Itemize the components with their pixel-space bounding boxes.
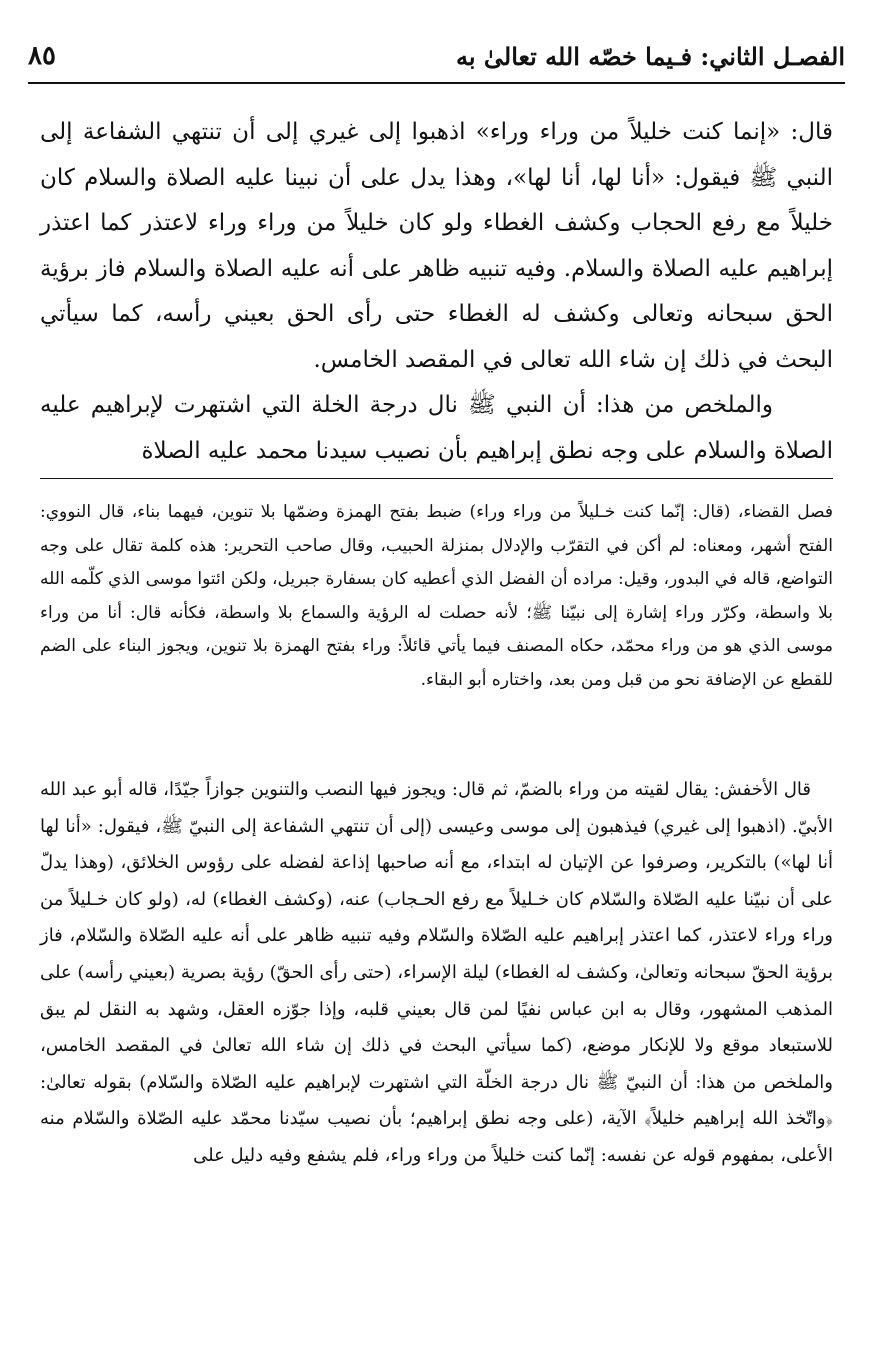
page-header: [28, 36, 845, 76]
main-paragraph-2: والملخص من هذا: أن النبي ﷺ نال درجة الخلة التي اشتهرت لإبراهيم عليه الصلاة والسلام على وجه نطق إبراهيم بأن نصيب سيدنا محمد عليه الصلاة: [40, 392, 833, 464]
main-text: [40, 110, 833, 474]
commentary-paragraph-1: فصل القضاء، (قال: إنّما كنت خـليلاً من وراء وراء) ضبط بفتح الهمزة وضمّها بلا تنوين، فيهما بناء، قال النووي: الفتح أشهر، ومعناه: لم أكن في التقرّب والإدلال بمنزلة الحبيب، وقال صاحب التحرير: هذه كلمة تقال على وجه التواضع، قاله في البدور، وقيل: مراده أن الفضل الذي أعطيه كان بسفارة جبريل، ولكن ائتوا موسى الذي كلّمه الله بلا واسطة، وكرّر وراء إشارة إلى نبيّنا ﷺ؛ لأنه حصلت له الرؤية والسماع بلا واسطة، فكأنه قال: أنا من وراء موسى الذي هو من وراء محمّد، حكاه المصنف فيما يأتي قائلاً: وراء بفتح الهمزة بلا تنوين، ويجوز البناء على الضم للقطع عن الإضافة نحو من قبل ومن بعد، واختاره أبو البقاء.: [39, 502, 833, 690]
main-paragraph-1: قال: «إنما كنت خليلاً من وراء وراء» اذهبوا إلى غيري إلى أن تنتهي الشفاعة إلى النبي ﷺ فيقول: «أنا لها، أنا لها»، وهذا يدل على أن نبينا عليه الصلاة والسلام كان خليلاً مع رفع الحجاب وكشف الغطاء ولو كان خليلاً من وراء وراء لاعتذر كما اعتذر إبراهيم عليه الصلاة والسلام. وفيه تنبيه ظاهر على أنه عليه الصلاة والسلام فاز برؤية الحق سبحانه وتعالى وكشف له الغطاء حتى رأى الحق بعيني رأسه، كما سيأتي البحث في ذلك إن شاء الله تعالى في المقصد الخامس.: [40, 119, 833, 373]
running-title: الفصـل الثاني: فـيما خصّه الله تعالىٰ به: [455, 41, 845, 71]
header-rule: [28, 82, 845, 84]
commentary-block-2: [40, 772, 833, 1175]
commentary-paragraph-2: قال الأخفش: يقال لقيته من وراء بالضمّ، ثم قال: ويجوز فيها النصب والتنوين جوازاً جيّدًا، قاله أبو عبد الله الأبيّ. (اذهبوا إلى غيري) فيذهبون إلى موسى وعيسى (إلى أن تنتهي الشفاعة إلى النبيّ ﷺ، فيقول: «أنا لها أنا لها») بالتكرير، وصرفوا عن الإتيان له ابتداء، مع أنه صاحبها إذاعة لفضله على رؤوس الخلائق، (وهذا يدلّ على أن نبيّنا عليه الصّلاة والسّلام كان خـليلاً مع رفع الحـجاب) عنه، (وكشف الغطاء) له، (ولو كان خـليلاً من وراء وراء لاعتذر، كما اعتذر إبراهيم عليه الصّلاة والسّلام وفيه تنبيه ظاهر على أنه عليه الصّلاة والسّلام، فاز برؤية الحقّ سبحانه وتعالىٰ، وكشف له الغطاء) ليلة الإسراء، (حتى رأى الحقّ) رؤية بصرية (بعيني رأسه) على المذهب المشهور، وقال به ابن عباس نفيًا لمن قال بعيني قلبه، وإذا جوّزه العقل، وشهد به النقل لم يبق للاستبعاد موقع ولا للإنكار موضع، (كما سيأتي البحث في ذلك إن شاء الله تعالىٰ في المقصد الخامس، والملخص من هذا: أن النبيّ ﷺ نال درجة الخلّة التي اشتهرت لإبراهيم عليه الصّلاة والسّلام) بقوله تعالىٰ: ﴿واتّخذ الله إبراهيم خليلاً﴾ الآية، (على وجه نطق إبراهيم؛ بأن نصيب سيّدنا محمّد عليه الصّلاة والسّلام منه الأعلى، بمفهوم قوله عن نفسه: إنّما كنت خليلاً من وراء وراء، فلم يشفع وفيه دليل على: [40, 779, 833, 1166]
page-number: ٨٥: [28, 41, 56, 71]
commentary-block-1: [40, 496, 833, 697]
section-divider: [40, 478, 833, 479]
